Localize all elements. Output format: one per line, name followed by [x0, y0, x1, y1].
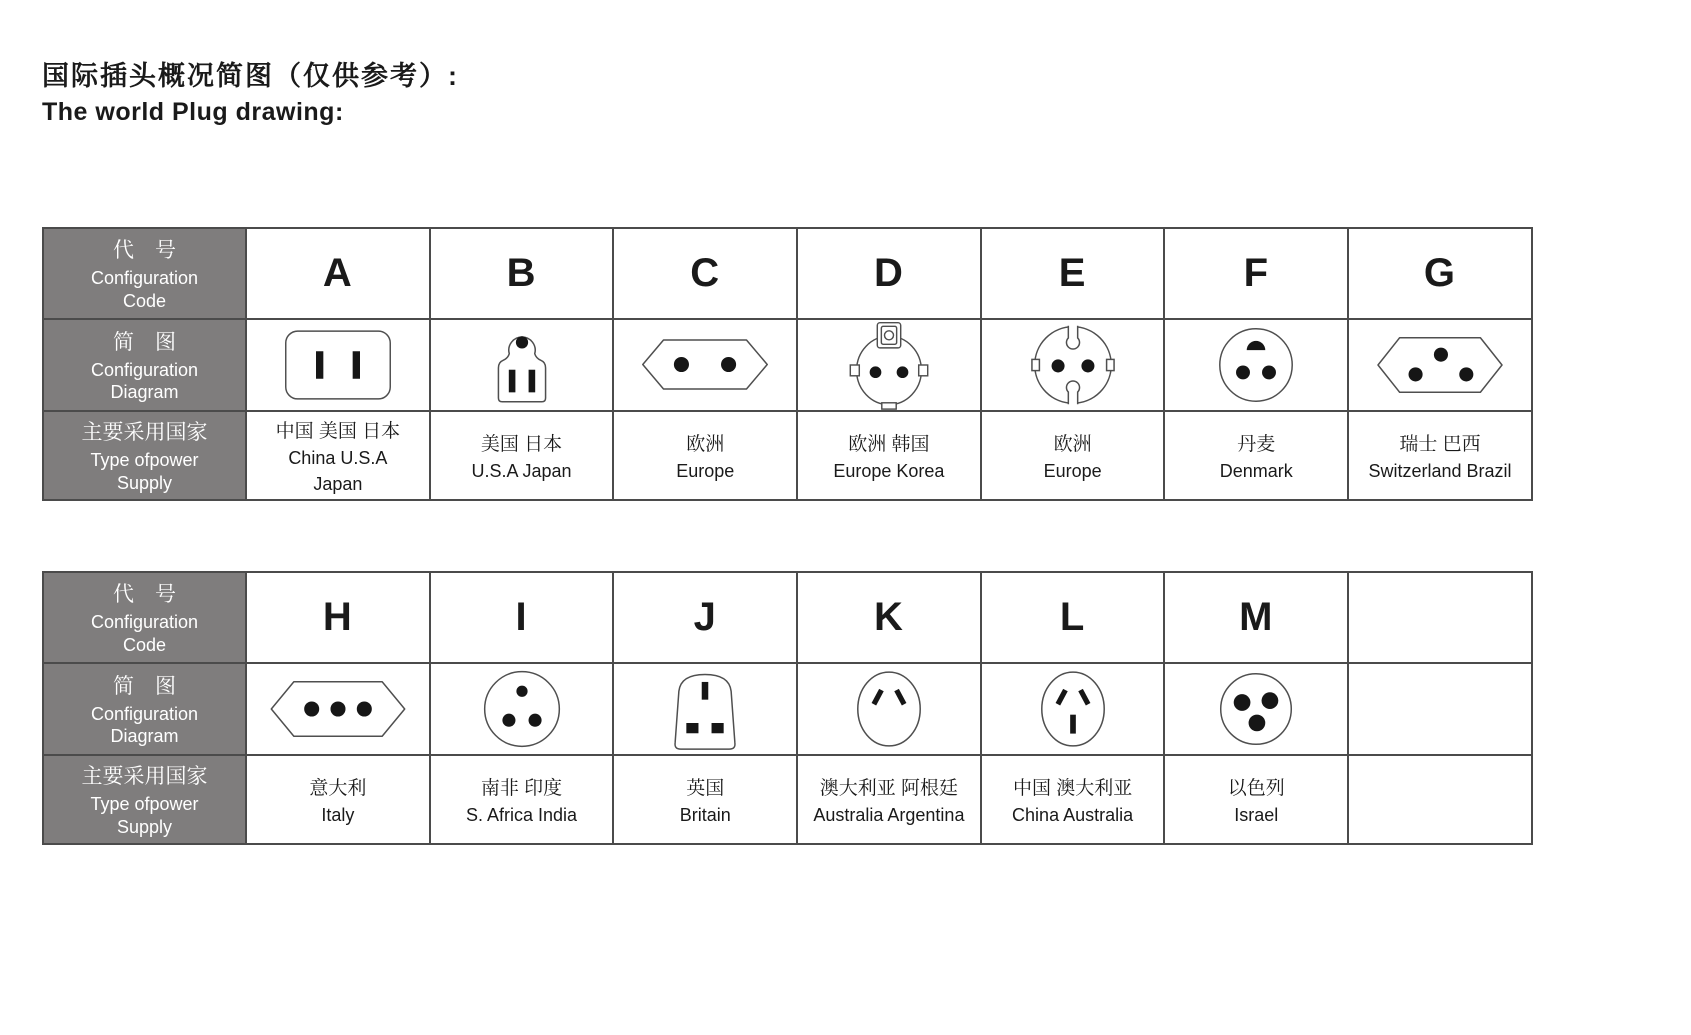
- plug-m-icon: [1217, 670, 1295, 748]
- row-header-code-en2: Code: [122, 290, 167, 311]
- row-header-code: [44, 229, 245, 318]
- plug-j-diagram-cell: [612, 664, 796, 754]
- plug-code-h: H: [245, 573, 429, 662]
- title-block: [42, 60, 1691, 127]
- plug-k-icon: [854, 669, 924, 749]
- plug-b-icon: [489, 326, 555, 404]
- plug-h-icon: [267, 678, 409, 740]
- row-header-code: [44, 573, 245, 662]
- row-header-country-en2: Supply: [116, 816, 173, 837]
- plug-m-countries: 以色列 Israel: [1163, 756, 1347, 843]
- plug-code-f: F: [1163, 229, 1347, 318]
- row-header-code-zh: 代 号: [113, 583, 176, 607]
- plug-i-countries: 南非 印度 S. Africa India: [429, 756, 613, 843]
- row-header-diagram: [44, 664, 245, 754]
- plug-c-icon: [639, 336, 771, 393]
- plug-c-diagram-cell: [612, 320, 796, 410]
- plug-code-a: A: [245, 229, 429, 318]
- plug-k-diagram-cell: [796, 664, 980, 754]
- row-header-country-en1: Type ofpower: [90, 450, 199, 471]
- row-header-diagram: [44, 320, 245, 410]
- plug-d-diagram-cell: [796, 320, 980, 410]
- plug-i-icon: [480, 667, 564, 751]
- row-header-country-en1: Type ofpower: [90, 794, 199, 815]
- plug-g-diagram-cell: [1347, 320, 1531, 410]
- plug-c-countries: 欧洲 Europe: [612, 412, 796, 499]
- plug-a-diagram-cell: [245, 320, 429, 410]
- plug-l-countries: 中国 澳大利亚 China Australia: [980, 756, 1164, 843]
- row-header-diagram-en1: Configuration: [90, 359, 199, 380]
- row-header-diagram-en2: Diagram: [110, 726, 179, 747]
- plug-l-diagram-cell: [980, 664, 1164, 754]
- plug-f-countries: 丹麦 Denmark: [1163, 412, 1347, 499]
- plug-l-icon: [1038, 669, 1108, 749]
- plug-d-icon: [848, 320, 930, 410]
- plug-g-icon: [1374, 334, 1506, 396]
- row-header-country-en2: Supply: [116, 472, 173, 493]
- row-header-diagram-en2: Diagram: [110, 382, 179, 403]
- plug-h-countries: 意大利 Italy: [245, 756, 429, 843]
- plug-b-countries: 美国 日本 U.S.A Japan: [429, 412, 613, 499]
- row-header-diagram-en1: Configuration: [90, 703, 199, 724]
- row-header-code-en1: Configuration: [90, 268, 199, 289]
- plug-code-k: K: [796, 573, 980, 662]
- plug-f-icon: [1217, 326, 1295, 404]
- plug-d-countries: 欧洲 韩国 Europe Korea: [796, 412, 980, 499]
- table1-country-row: [44, 410, 1531, 499]
- table2-country-row: [44, 754, 1531, 843]
- plug-code-c: C: [612, 229, 796, 318]
- plug-j-countries: 英国 Britain: [612, 756, 796, 843]
- row-header-country: [44, 412, 245, 499]
- empty-diagram-cell: [1347, 664, 1531, 754]
- row-header-country: [44, 756, 245, 843]
- plug-g-countries: 瑞士 巴西 Switzerland Brazil: [1347, 412, 1531, 499]
- empty-code-cell: [1347, 573, 1531, 662]
- row-header-code-zh: 代 号: [113, 239, 176, 263]
- table1-code-row: [44, 229, 1531, 318]
- row-header-diagram-zh: 简 图: [113, 330, 176, 354]
- plug-i-diagram-cell: [429, 664, 613, 754]
- empty-country-cell: [1347, 756, 1531, 843]
- page-title-zh: 国际插头概况简图（仅供参考）:: [42, 61, 459, 91]
- plug-code-d: D: [796, 229, 980, 318]
- page-title-en: The world Plug drawing:: [42, 97, 344, 126]
- plug-code-i: I: [429, 573, 613, 662]
- plug-table-1: [42, 227, 1533, 501]
- table2-diagram-row: [44, 662, 1531, 754]
- plug-k-countries: 澳大利亚 阿根廷 Australia Argentina: [796, 756, 980, 843]
- row-header-code-en1: Configuration: [90, 612, 199, 633]
- plug-f-diagram-cell: [1163, 320, 1347, 410]
- plug-e-diagram-cell: [980, 320, 1164, 410]
- plug-e-icon: [1031, 323, 1115, 407]
- row-header-code-en2: Code: [122, 634, 167, 655]
- row-header-diagram-zh: 简 图: [113, 674, 176, 698]
- plug-code-g: G: [1347, 229, 1531, 318]
- plug-e-countries: 欧洲 Europe: [980, 412, 1164, 499]
- plug-code-m: M: [1163, 573, 1347, 662]
- plug-code-b: B: [429, 229, 613, 318]
- plug-b-diagram-cell: [429, 320, 613, 410]
- row-header-country-zh: 主要采用国家: [81, 765, 208, 789]
- table2-code-row: [44, 573, 1531, 662]
- plug-code-e: E: [980, 229, 1164, 318]
- plug-code-l: L: [980, 573, 1164, 662]
- plug-table-2: [42, 571, 1533, 845]
- plug-h-diagram-cell: [245, 664, 429, 754]
- plug-a-countries: 中国 美国 日本 China U.S.A Japan: [245, 412, 429, 499]
- table1-diagram-row: [44, 318, 1531, 410]
- row-header-country-zh: 主要采用国家: [81, 421, 208, 445]
- plug-code-j: J: [612, 573, 796, 662]
- plug-j-icon: [667, 667, 743, 751]
- plug-m-diagram-cell: [1163, 664, 1347, 754]
- plug-a-icon: [283, 328, 393, 402]
